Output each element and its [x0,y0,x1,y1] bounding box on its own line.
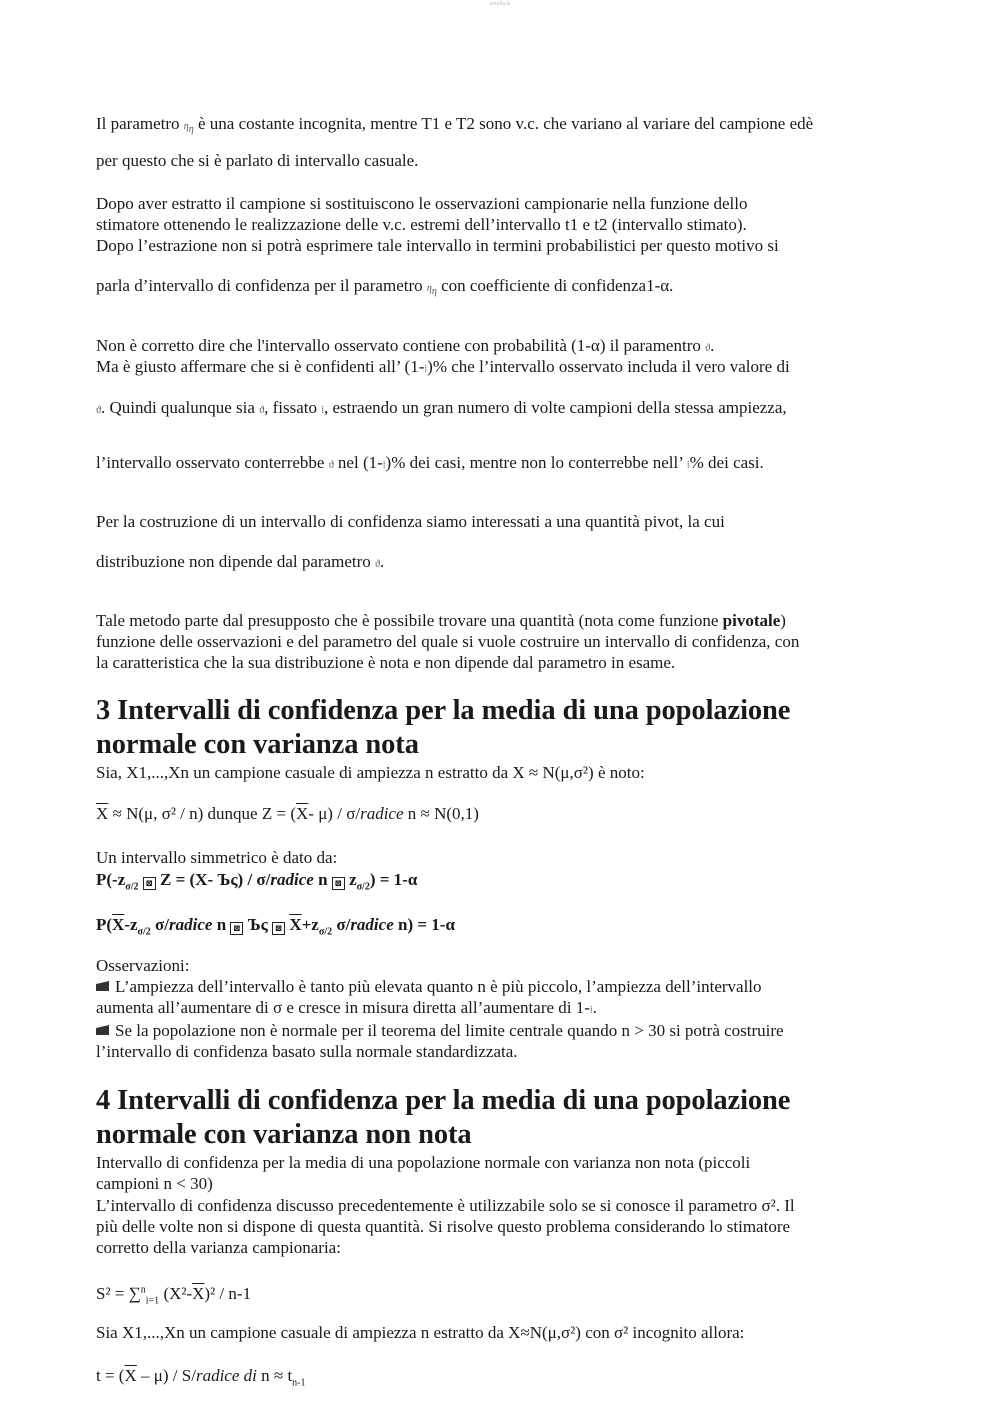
text: ) = 1-α [369,870,418,889]
observations-label: Osservazioni: [96,956,190,975]
text: $\overline{X}$ [289,915,302,934]
text: pivotale [722,611,781,630]
paragraph-3-line-2 [96,357,790,380]
text: $\overline{X}$ [124,1366,137,1385]
alpha-symbol-icon: ⁞ [686,460,690,471]
missing-glyph-icon: ⊠ [272,922,285,935]
paragraph-3-line-3 [96,398,787,421]
text: )² / n-1 [204,1284,252,1303]
missing-glyph-icon: ⊠ [143,877,156,890]
theta-symbol-icon: ϑ [705,343,711,354]
paragraph-5-line-2: funzione delle osservazioni e del parametro del quale si vuole costruire un intervallo di confidenza, con [96,632,800,651]
text: , estraendo un gran numero di volte campioni della stessa ampiezza, [324,398,787,417]
text: z [349,870,357,889]
paragraph-3-line-4 [96,453,764,476]
text: Tale metodo parte dal presupposto che è possibile trovare una quantità (nota come funzione [96,611,719,630]
text: P( [96,915,113,934]
text: P(-z [96,870,126,889]
text: +z [301,915,319,934]
text: radice [169,915,213,934]
text: Ma è giusto affermare che si è confidenti all’ (1- [96,357,425,376]
text: Se la popolazione non è normale per il teorema del limite centrale quando n > 30 si potrà costruire [115,1021,784,1040]
missing-glyph-icon: ⊠ [332,877,345,890]
text: – μ) / S/ [136,1366,196,1385]
paragraph-1-line-2: per questo che si è parlato di intervallo casuale. [96,151,419,170]
text: t = ( [96,1366,125,1385]
section-3-line-1: Sia, X1,...,Xn un campione casuale di ampiezza n estratto da X ≈ N(μ,σ²) è noto: [96,763,645,782]
text: radice [360,804,404,823]
text: Non è corretto dire che l'intervallo osservato contiene con probabilità (1-α) il paramentro [96,336,701,355]
paragraph-5-line-1 [96,611,786,631]
paragraph-4-line-1: Per la costruzione di un intervallo di confidenza siamo interessati a una quantità pivot, la cui [96,512,725,531]
section-3-line-2: Un intervallo simmetrico è dato da: [96,848,338,867]
section-4-line-4: più delle volte non si dispone di questa quantità. Si risolve questo problema considerando lo stimatore [96,1217,791,1236]
text: con coefficiente di confidenza1-α. [441,276,674,295]
text: è una costante incognita, mentre T1 e T2 sono v.c. che variano al variare del campione edè [197,114,814,133]
paragraph-2-line-2: stimatore ottenendo le realizzazione delle v.c. estremi dell’intervallo t1 e t2 (intervallo stimato). [96,215,747,234]
text: $\overline{X}$ [296,804,309,823]
text: . Quindi qualunque sia [100,398,255,417]
text: ≈ N(μ, σ² / n) dunque Z = ( [112,804,296,823]
text: L’ampiezza dell’intervallo è tanto più elevata quanto n è più piccolo, l’ampiezza dell’intervallo [115,977,762,996]
paragraph-2-line-3: Dopo l’estrazione non si potrà esprimere tale intervallo in termini probabilistici per questo motivo si [96,236,779,255]
paragraph-2-line-1: Dopo aver estratto il campione si sostituiscono le osservazioni campionarie nella funzione dello [96,194,748,213]
text: Z = (X- Ъς) / σ/ [159,870,271,889]
observation-1-line-1 [96,977,762,997]
eta-symbol-icon: $\eta_\eta$ [183,121,194,135]
text: σ/2 [137,926,151,938]
section-4-heading-line-2: normale con varianza non nota [96,1119,472,1150]
text: σ/ [336,915,351,934]
text: $\overline{X}$ [192,1284,205,1303]
text: (X²- [159,1284,193,1303]
text: n [140,1284,146,1296]
text: n ≈ N(0,1) [407,804,479,823]
observation-2-line-2: l’intervallo di confidenza basato sulla normale standardizzata. [96,1042,518,1061]
text: . [592,998,597,1017]
section-4-line-5: corretto della varianza campionaria: [96,1238,341,1257]
text: radice [350,915,394,934]
text: ) [780,611,786,630]
text: nel (1- [337,453,383,472]
text: n [216,915,227,934]
section-4-line-6: Sia X1,...,Xn un campione casuale di ampiezza n estratto da X≈N(μ,σ²) con σ² incognito allora: [96,1323,745,1342]
text: -z [124,915,138,934]
text: radice di [195,1366,257,1385]
text: radice [270,870,314,889]
clapperboard-bullet-icon [96,981,109,991]
section-4-line-3: L’intervallo di confidenza discusso precedentemente è utilizzabile solo se si conosce il parametro σ². Il [96,1196,795,1215]
paragraph-2-line-4 [96,276,673,299]
missing-glyph-icon: ⊠ [230,922,243,935]
alpha-symbol-icon: ⁞ [589,1005,593,1016]
text: Il parametro [96,114,180,133]
alpha-symbol-icon: ⁞ [424,364,428,375]
text: )% dei casi, mentre non lo conterrebbe nell’ [385,453,683,472]
text: n [318,870,328,889]
section-3-formula-2 [96,870,418,893]
text: - μ) / σ/ [308,804,361,823]
section-4-formula-1 [96,1284,252,1307]
section-4-line-2: campioni n < 30) [96,1174,213,1193]
section-4-heading-line-1: 4 Intervalli di confidenza per la media di una popolazione [96,1085,791,1116]
text: σ/2 [318,926,333,938]
text: σ/2 [356,881,370,893]
section-3-heading-line-2: normale con varianza nota [96,729,419,760]
text: i=1 [145,1295,160,1307]
section-3-formula-1 [96,804,479,824]
text: % dei casi. [689,453,764,472]
text: )% che l’intervallo osservato includa il vero valore di [427,357,790,376]
text: n ≈ t [256,1366,293,1385]
paragraph-3-line-1: Non è corretto dire che l'intervallo osservato contiene con probabilità (1-α) il paramentro ϑ. [96,336,715,355]
clapperboard-bullet-icon [96,1025,109,1035]
text: l’intervallo osservato conterrebbe [96,453,325,472]
theta-symbol-icon: ϑ [96,405,101,416]
alpha-symbol-icon: ⁞ [321,405,324,416]
text: , fissato [264,398,317,417]
text: aumenta all’aumentare di σ e cresce in misura diretta all’aumentare di 1- [96,998,590,1017]
text: parla d’intervallo di confidenza per il parametro [96,276,423,295]
text: Ъς [247,915,268,934]
section-4-formula-2 [96,1366,306,1389]
text: S² = ∑ [96,1284,141,1303]
paragraph-1-line-1 [96,114,813,137]
section-3-formula-3 [96,915,455,938]
text: σ/ [155,915,169,934]
observation-2-line-1 [96,1021,784,1041]
section-3-heading-line-1: 3 Intervalli di confidenza per la media di una popolazione [96,695,791,726]
theta-symbol-icon: ϑ [259,405,265,416]
text: $\overline{X}$ [96,804,109,823]
theta-symbol-icon: ϑ [375,559,380,570]
text: σ/2 [125,881,139,893]
header-watermark: scuola.it [489,1,511,7]
observation-1-line-2 [96,998,597,1021]
section-4-line-1: Intervallo di confidenza per la media di una popolazione normale con varianza non nota (piccoli [96,1153,751,1172]
text: $\overline{X}$ [112,915,125,934]
theta-symbol-icon: ϑ [328,460,334,471]
eta-symbol-icon: $\eta_\eta$ [426,283,437,297]
text: distribuzione non dipende dal parametro [96,552,371,571]
paragraph-5-line-3: la caratteristica che la sua distribuzione è nota e non dipende dal parametro in esame. [96,653,676,672]
text: n) = 1-α [398,915,455,934]
paragraph-4-line-2: distribuzione non dipende dal parametro ϑ. [96,552,385,571]
alpha-symbol-icon: ⁞ [382,460,386,471]
text: n-1 [292,1377,306,1389]
